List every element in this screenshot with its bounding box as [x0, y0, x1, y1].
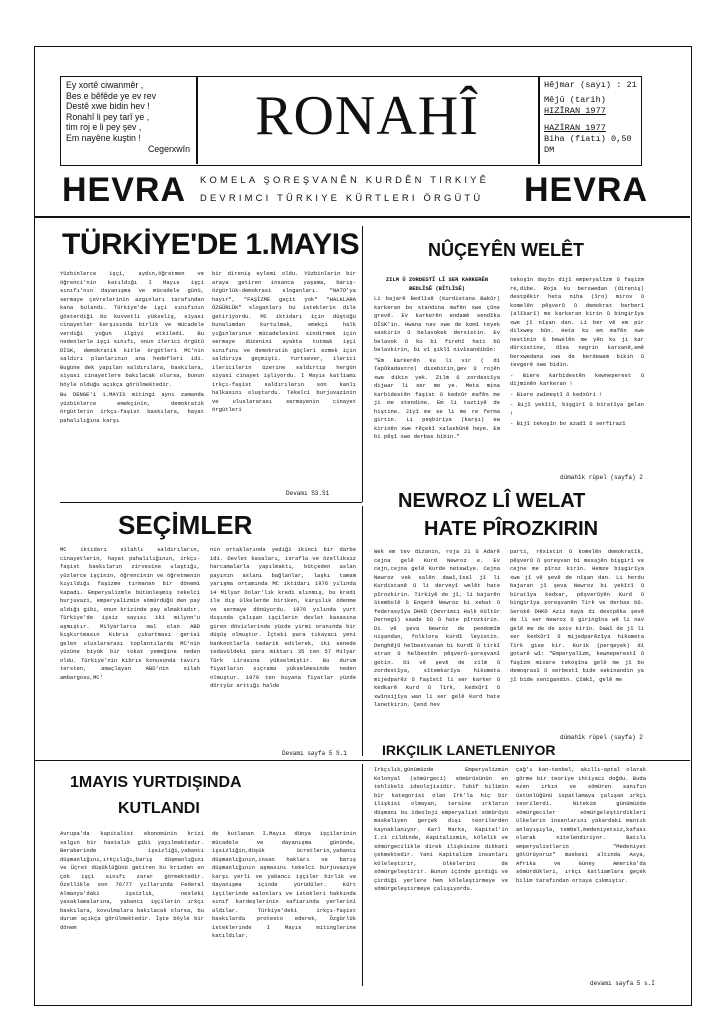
article-mayis-col2 [212, 270, 356, 488]
date-label: Mêjû (tarih) [544, 95, 606, 105]
slogan: - Biere zwîmeştî û kedxûri ! [510, 390, 603, 398]
paragraph: parti, rêxistin û komelên demokratîk, pêşverû û şoreşvan bi mesajên bişgirî ve cejne me pîroz kirin. Hemze bişgirîya xwe jî vê şevê de nîşan dan. Li herdu bajaran jî şeva Newroz bi yekîtî û biratîya kedxar, pêşverûyên Kurd û bingirîya şoreşvanên Tirk ve derbas bû. Serokê DHKD Aziz Kaya di destpêka şevê de li ser Newroz û giringîna wê li nav gelê me de de axiv kirin. Dawî de jî li ser kedxûrî û mijedparêzîya hikumeta Tirk gise kir. Kurik (perqeyek) di gotarê wî: "Emperyalîzm, kewneperestî û faşîzm mixare tekoşîna gelê me jî bo demoqrasî û serbestî bide sekinandin ya jî bide xenigandin. Çîmkî, gelê me [510, 548, 644, 683]
slogan: - Bijî tekoşîn bo azadî û serfirazî [510, 420, 626, 427]
headline-irkcilik: IRKÇILIK LANETLENIYOR [382, 742, 556, 758]
headline-secimler: SEÇİMLER [118, 510, 253, 540]
paragraph: Bu DENGE'i 1.MAYIS mitingi aynı zamanda yüzbinlerce emekçinin, demokratik örgütlerin irkçı-faşist baskılara, hayat pahalılığına karşı [60, 391, 204, 424]
motto-line: Ronahî li pey tarî ye , [66, 111, 150, 122]
article-nuceyen-col1 [374, 276, 500, 476]
paragraph: Avrupa'da kapitalist ekonominin krizi salgın bir hastalık gibi yayılmaktadır. Beraberinde işsizliği,yabancı düşmanlığını,ırkçılığı,barış düşmanlığını ve Üçret düşüklüğünü getiren bu krizden en çok işçi sınıfı zarar görmektedir. Özellikle son 76/77 yıllarında Federal Almanya'daki işsizlik, nesleki yasaklamalarına, yabancı işçilerin ırkçı baskılara, kovulmalara bakılacak olursa, bu durum açıkça görülmektedir. İşte böyle bir dönem [60, 830, 204, 931]
continuation-note: devamı sayfa 5 s.I [590, 980, 655, 987]
date-turkish: HAZİRAN 1977 [544, 123, 606, 133]
hevra-right: HEVRA [524, 171, 649, 209]
continuation-note: dûmahîk rûpel (sayfa) 2 [560, 734, 643, 741]
price: Biha (fiatı) 0,50 DM [544, 134, 632, 155]
motto-line: Ey xortê ciwanmêr , [66, 80, 144, 90]
slogan: - Biere karbidestên kewneperest û dijminên karkeran ! [510, 371, 644, 387]
issue-number: Hêjmar (sayı) : 21 [544, 80, 637, 90]
paragraph: tekoşîn dayîn dijî emperyalîzm û faşizm re,dibe. Roja ku berxwedan (direniş) destpêkir heta niha (îro) mirov û komelên pêşverû û demokrat berberî (alîkarî) me karkeran kirin û bingirîya xwe jî nîşan dan. Li ber vê em pir dilxweş bûn. Heta ku em mafên xwe nestînin û bewelên me yên ku ji kar dûrxistine, dîsa negrin karxanê,emê berxwedana xwe de berdewam bikin û tevgerê xwe bidin. [510, 276, 644, 368]
hevra-left: HEVRA [62, 171, 187, 209]
headline-newroz-2: HATE PÎROZKIRIN [424, 518, 599, 540]
column-divider [362, 506, 363, 756]
organization-name-kurdish: KOMELA ŞOREŞVANÊN KURDÊN TIRKIYÊ [200, 174, 490, 185]
article-newroz-col1 [374, 548, 500, 740]
article-yurtdisi-col1 [60, 830, 204, 980]
article-irkcilik-col2 [516, 766, 646, 978]
subheadline: ZILM Û ZORDESTÎ LÎ SER KARKERÊN BEDLÎSÊ (BÎTLÎSÊ) [385, 276, 489, 292]
continuation-note: Devamı S3.S1 [286, 490, 330, 497]
motto-line: Bes e bêfêde ye ev rev [66, 90, 156, 101]
paragraph: Wek em tev dizanin, roja 21 û Adarê cejna gelê Kurd Newroz e. Ev cejn,cejna gelê Kurde netewîye. Cejna Newroz vek salên dawî,îsal jî li Kurdistanê û li derveyî welêt hate pîrozkirin. Tirkiyê de jî, li bajarên Stembolê û Enqerê Newroz bi xebat û federasyîya DHKD (Devrimci Halk Kültür Dernegi) saade bû û hate pîrozkirin. Di vê şeva Newroz de pendomîm nişandan, folklora kurdî leyistin. Denghêjû helbestvanan bi kurdî û tirkî stran û helbestên pêşverû-şoreşvanî gotin. Di vê şevê de zilm û zordestîya, sîtemkarîya hikumeta mijedparêz û faşîstî li ser karker û kedkarê Kurd û Tirk, kedxûrî û xwînxijîya wan li ser gelê Kurd hate lanetkirin. Çend hev [374, 548, 500, 708]
article-nuceyen-col2 [510, 276, 644, 472]
date-kurdish: HIZÎRAN 1977 [544, 106, 606, 116]
headline-yurtdisi-2: KUTLANDI [118, 800, 200, 817]
paragraph: çağ'ı kan-tenbel, akıllı-aptal olarak görme bir teoriye ihtiyacı doğdu. Buda ezen ırkın ve sömüren sanıfın üstünlüğünü ispatlamaya çalışan ırkçı teorilerdi. Nitekim günümüzde sömürgeciler sömürgeleştirdikleri ülkelerin insanlarını yakardaki mantık anlayışıyla, tembel,medeniyetsiz,kafası olarak nitelendiriyor. Batılı emperyalistlerin "Medeniyet götürüyoruz" maskesi altında Asya, Afrika ve Güney Amerika'da sömürdükleri, ırkçı katliamlara geçek bilim tarafından ortaya çıkmıştır. [516, 766, 646, 884]
column-divider [362, 226, 363, 502]
slogan: - Bijî yekîtî, bişgirî û biratîya gelan ! [510, 401, 644, 417]
paragraph: Irkçılık,günümüzde Emperyalizmin Kolonyal (sömürgeci) sömürüsünün en tehlikeli ideolojisidir. Tubif bilimin bir kategorisi olan Irk'la hiç bir ilişkisi olmayan, tersine ırkların düşmanı bu ideoloji emperyalist sömürüyü maskeliyen gerçek dışı teorilerden kaynaklanıyor. Karl Marks, Kapital'in I.ci cildinde, Kapitalizmin, kölelik ve sömürgecilikle direk ilişkisine dikkati çekmektedir. Yani Kapitalizm insanları köleleştirir, ülkelerini de sömürgeleştirir. Bunun içinde girdiği ve çirdiği yerlere hem köleleştirmeye ve sömürgeleştirmeye çalışıyordu. [374, 766, 508, 892]
organization-name-turkish: DEVRIMCI TÜRKIYE KÜRTLERI ÖRGÜTÜ [200, 192, 484, 203]
paragraph: de kutlanan I.Mayıs dünya işçilerinin mücadele ve dayanışma gününde, işsizliğin,düşük ücretlerin,yabancı düşmanlığının,insan hakları ve barış düşmanlığının aşmasını tekelci burjuvaziye karşı yerli ve yabancı işçiler birlik ve dayanışma içinde yürüdüler. Kürt işçilerinde salonları ve istekleri hakkında sınıf kardeşlerinin safiarında yerlerini aldılar. Türkiye'deki irkçı-faşist baskılarda protesto ederek, Özgürlük isteklerinde I Mayıs mitinglerine katıldılar. [212, 830, 356, 939]
article-secimler-col2 [210, 546, 356, 746]
continuation-note: dûmahîk rûpel (sayfa) 2 [560, 474, 643, 481]
motto-line: Em nayêne kuştin ! [66, 132, 141, 143]
motto-line: tim roj e li pey şev , [66, 122, 142, 133]
paragraph: MC iktidarı silahlı saldırıların, cinayetlerin, hayat pahalılığının, irkçı-faşist baskıların zirvesine ulaştığı, yüzlerce işçinin, öğrencinin ve öğretmenin kıyıldığı faşizme tırmanan bir dönemi kapadı. Emperyalizmle bütünleşmiş tekelci burjuvazi, emperyalizmin sömürdüğü den pay aldığı gibi, onun krizinde pay almaktadır. Türkiye'de işsiz sayısı iki milyon'u aşmıştır. Milyarlarca mal olan ABD kışkırtmasın Kıbrıs çıkartması gerisi gelen uluslararası toplantılarda MC'nin yüzüne biyük bir tokat yemeğine neden oldu. Türkiye'nin Kıbrıs konusunda tavırı tersten, amaçlayan ABD'nin silah ambargosu,MC' [60, 546, 200, 681]
headline-newroz-1: NEWROZ LÎ WELAT [398, 490, 586, 512]
paragraph: Li bajarê Bedlîsê (Kurdistana Bakûr) karkeran bo standina mafên xwe çûne grevê. Ev karkerên endamê sendîka DÎSK'in. Hwana nav xwe de komî teyek saskirin û belavokek derxistin. Ev belavok û ku bi firehî hati bû belavkirin, bi vî şiklî nivîsandibûn: [374, 295, 500, 353]
paragraph: nin ortaklarında yediği ikinci bir darbe idi. Devlet kasaları, israfla ve özelliksiz harcamalarla yapılmaktı, bütçeden aslan payının aslanı bağlanlar, laşkı tamam yarışma ortamında MC iktidarı 1976 yılında 14 Milyar Dolar'lık kredi alınmış, bu kredi ile dış ülkelerde biriken, karşılık ödenme ve sermaye dönüyordu. 1976 yılında yurt dışında çalışan işçilerin devlet kasasına giren dövizlerinde yüzde yirmi oranında bir düşüş olmuştur. İçteki para tıkayacı yeni banknotlarla tedarik edilerek, iki senede tedavüldeki para miktarı 35 ten 57 Milyar Türk Lirasına yükselmiştir. Bu durum fiyatların sıçrama yükselmesinde neden olmuştur. 1970 ten buyana fiyatlar yüzde dörtyüz arttığı halde [210, 546, 356, 689]
section-rule [34, 760, 690, 761]
masthead-bottom-rule [34, 216, 690, 218]
quote: "Em karkerên ku li vir ( di Tapûkadastro) dixebitin,gev û rojên xwe dikin yek. Zilm û zordestîya dijwar li ser me ye. Meta mina karbidestên faşist û kedxûr mafên me ji me stendine. Em li taztiyê de hiştine. Jiyî me se li me re ferma girtin. Li peşbiriya (karşı) ew kirinên xwe rêçekî xalasbûnê heye. Em bi pêşî xwe derbas bibin." [374, 356, 500, 440]
motto-line: Destê xwe bidin hev ! [66, 101, 150, 112]
motto-poem [66, 80, 190, 154]
issue-info [544, 80, 640, 156]
article-yurtdisi-col2 [212, 830, 356, 980]
article-secimler-col1 [60, 546, 200, 746]
motto-author: Cegerxwîn [147, 143, 190, 154]
paragraph: Yüzbinlerce işçi, aydın,öğretmen ve öğrenci'nin katıldığı I Mayıs işçi sınıfı'nın dayanışma ve mücadele günü, sermaye çevrelerinin azgınları tarafından kana bulandı. Türkiye'de işçi sınıfının gösterdiği bu kuvvetli yükseliş, siyasi cinayetler karşısında birlik ve mücadele verdiği yoğun ilgiyi etkiledi. Bu nedenlerle işçi sınıfı, onun ilerici örgütü DİSK, demokratik kitle örgütleri MC'nin saldırı planlarının ana hedefleri idi. Bugüne dek yapılan saldırılara, baskılara, siyasi cinayetlere bakılacak olursa, bunun böyle olduğu açıkça görülmektedir. [60, 270, 204, 388]
headline-mayis: TÜRKİYE'DE 1.MAYIS [62, 228, 360, 261]
headline-yurtdisi-1: 1MAYIS YURTDIŞINDA [70, 774, 242, 791]
paragraph: bir direniş eylemi oldu. Yüzbinlerin bir araya getiren insanca yaşama, barış-özgürlük-demokrasi sloganları. "NATO'ya hayır", "FAŞİZME geçit yok" "HALKLARA ÖZGÜRLÜK" sloganları bu isteklerin dile getiriyordu. MC iktidarı için düştüğü bunalımdan kurtulmak, emekçi halk yığınlarının mücadelesini sindirmek için sermaye düzenini ayakta tutmak işçi sınıfını ve demokratik güçleri ezmek için saldırıya geçmişti. Yurtsever, ilerici ilericilerin üzerine saldırtıp hergün siyasi cinayet işliyordu. I Mayıs katliamı irkçı-faşist saldırıların son kanlı halkasını oluşturdu. Tekelci burjuvazinin ve uluslararası sermayenin cinayet örgütleri [212, 270, 356, 413]
section-rule [60, 502, 362, 503]
masthead-divider [538, 76, 540, 164]
newspaper-logo: RONAHÎ [255, 85, 479, 147]
column-divider [362, 764, 363, 986]
headline-nuceyen: NÛÇEYÊN WELÊT [428, 240, 585, 260]
continuation-note: Devamı sayfa 5 S.1 [282, 750, 347, 757]
article-newroz-col2 [510, 548, 644, 732]
article-irkcilik-col1 [374, 766, 508, 976]
article-mayis-col1 [60, 270, 204, 498]
